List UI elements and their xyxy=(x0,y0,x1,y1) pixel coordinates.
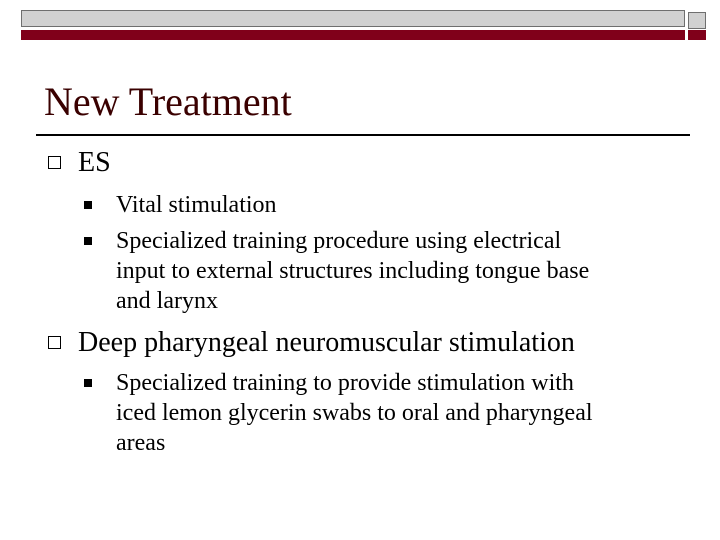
sub-item-text: iced lemon glycerin swabs to oral and pharyngeal xyxy=(116,400,593,426)
bullet-item-es: ES xyxy=(78,147,111,178)
bullet-hollow-square-icon xyxy=(48,336,61,349)
bullet-item-deep-pharyngeal: Deep pharyngeal neuromuscular stimulation xyxy=(78,327,575,358)
sub-item-text: Specialized training procedure using electrical xyxy=(116,228,562,254)
header-band-grey xyxy=(21,10,685,27)
header-corner-red xyxy=(688,30,706,40)
sub-item-text: Vital stimulation xyxy=(116,192,277,218)
sub-item-text: input to external structures including tongue base xyxy=(116,258,590,284)
bullet-hollow-square-icon xyxy=(48,156,61,169)
slide-title: New Treatment xyxy=(44,79,292,124)
header-corner-grey xyxy=(688,12,706,29)
title-underline xyxy=(36,134,690,136)
header-band-red xyxy=(21,30,685,40)
bullet-solid-square-icon xyxy=(84,201,92,209)
bullet-solid-square-icon xyxy=(84,237,92,245)
bullet-solid-square-icon xyxy=(84,379,92,387)
sub-item-text: and larynx xyxy=(116,288,218,314)
header-decoration xyxy=(21,10,711,40)
sub-item-text: areas xyxy=(116,430,166,456)
sub-item-text: Specialized training to provide stimulation with xyxy=(116,370,574,396)
